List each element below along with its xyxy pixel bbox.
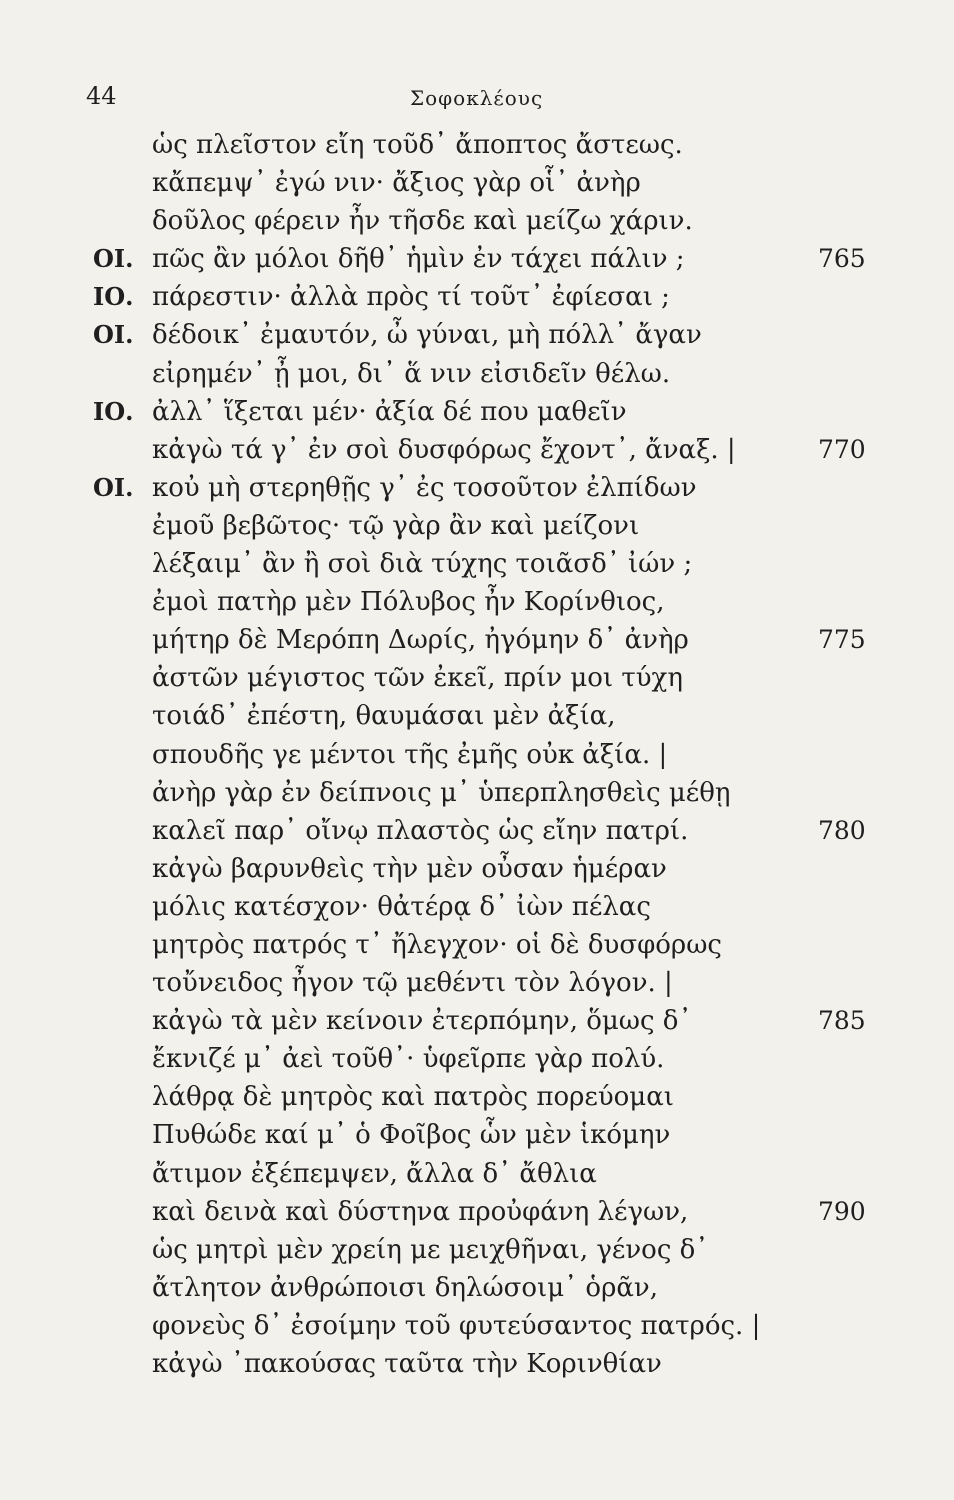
line-number: 790: [818, 1196, 866, 1226]
verse-text: λέξαιμ᾽ ἂν ἢ σοὶ διὰ τύχης τοιᾶσδ᾽ ἰών ;: [152, 549, 693, 580]
verse-text: ἀστῶν μέγιστος τῶν ἐκεῖ, πρίν μοι τύχη: [152, 663, 683, 694]
verse-line: [0, 431, 954, 469]
verse-text: ἔκνιζέ μ᾽ ἀεὶ τοῦθ᾽· ὑφεῖρπε γὰρ πολύ.: [152, 1044, 665, 1075]
verse-text: ἀλλ᾽ ἵξεται μέν· ἀξία δέ που μαθεῖν: [152, 396, 627, 427]
line-number: 785: [818, 1006, 866, 1036]
speaker-label: ΙΟ.: [93, 396, 134, 426]
verse-line: [0, 774, 954, 812]
verse-text: δοῦλος φέρειν ἦν τῆσδε καὶ μείζω χάριν.: [152, 206, 693, 237]
page-header: [0, 82, 954, 118]
verse-line: [0, 583, 954, 621]
verse-text: ἀνὴρ γὰρ ἐν δείπνοις μ᾽ ὑπερπλησθεὶς μέθῃ: [152, 777, 731, 808]
verse-text: δέδοικ᾽ ἐμαυτόν, ὦ γύναι, μὴ πόλλ᾽ ἄγαν: [152, 320, 702, 351]
verse-line: [0, 355, 954, 393]
verse-text: φονεὺς δ᾽ ἐσοίμην τοῦ φυτεύσαντος πατρός. |: [152, 1310, 761, 1341]
verse-line: [0, 1078, 954, 1116]
verse-line: [0, 278, 954, 316]
verse-line: [0, 1002, 954, 1040]
verse-line: [0, 164, 954, 202]
speaker-label: ΟΙ.: [93, 320, 134, 350]
speaker-label: ΙΟ.: [93, 282, 134, 312]
verse-text: λάθρᾳ δὲ μητρὸς καὶ πατρὸς πορεύομαι: [152, 1082, 674, 1113]
verse-block: [0, 126, 954, 1383]
verse-line: [0, 545, 954, 583]
running-title: Σοφοκλέους: [410, 86, 544, 110]
verse-line: [0, 697, 954, 735]
verse-line: [0, 621, 954, 659]
line-number: 765: [818, 244, 866, 274]
verse-text: καλεῖ παρ᾽ οἴνῳ πλαστὸς ὡς εἴην πατρί.: [152, 815, 689, 846]
verse-line: [0, 316, 954, 354]
verse-line: [0, 1345, 954, 1383]
verse-line: [0, 1231, 954, 1269]
line-number: 775: [818, 625, 866, 655]
verse-line: [0, 202, 954, 240]
verse-text: εἰρημέν᾽ ᾖ μοι, δι᾽ ἅ νιν εἰσιδεῖν θέλω.: [152, 358, 671, 389]
verse-text: κἀγὼ βαρυνθεὶς τὴν μὲν οὖσαν ἡμέραν: [152, 853, 667, 884]
verse-text: ἐμοὶ πατὴρ μὲν Πόλυβος ἦν Κορίνθιος,: [152, 587, 665, 618]
verse-text: καὶ δεινὰ καὶ δύστηνα προὐφάνη λέγων,: [152, 1196, 689, 1227]
verse-text: σπουδῆς γε μέντοι τῆς ἐμῆς οὐκ ἀξία. |: [152, 739, 668, 770]
verse-line: [0, 507, 954, 545]
verse-text: μόλις κατέσχον· θἀτέρᾳ δ᾽ ἰὼν πέλας: [152, 891, 651, 922]
verse-line: [0, 240, 954, 278]
verse-text: μητρὸς πατρός τ᾽ ἤλεγχον· οἱ δὲ δυσφόρως: [152, 929, 722, 960]
verse-text: πάρεστιν· ἀλλὰ πρὸς τί τοῦτ᾽ ἐφίεσαι ;: [152, 282, 670, 313]
verse-line: [0, 1307, 954, 1345]
line-number: 770: [818, 434, 866, 464]
verse-line: [0, 469, 954, 507]
verse-line: [0, 1116, 954, 1154]
verse-text: ἄτλητον ἀνθρώποισι δηλώσοιμ᾽ ὁρᾶν,: [152, 1272, 658, 1303]
verse-line: [0, 812, 954, 850]
verse-line: [0, 736, 954, 774]
verse-line: [0, 1155, 954, 1193]
verse-text: κοὐ μὴ στερηθῇς γ᾽ ἐς τοσοῦτον ἐλπίδων: [152, 472, 697, 503]
verse-text: ἄτιμον ἐξέπεμψεν, ἄλλα δ᾽ ἄθλια: [152, 1158, 597, 1189]
verse-line: [0, 1193, 954, 1231]
verse-text: ἐμοῦ βεβῶτος· τῷ γὰρ ἂν καὶ μείζονι: [152, 510, 640, 541]
verse-text: πῶς ἂν μόλοι δῆθ᾽ ἡμὶν ἐν τάχει πάλιν ;: [152, 244, 685, 275]
verse-line: [0, 926, 954, 964]
verse-text: τοιάδ᾽ ἐπέστη, θαυμάσαι μὲν ἀξία,: [152, 701, 616, 732]
speaker-label: ΟΙ.: [93, 244, 134, 274]
speaker-label: ΟΙ.: [93, 472, 134, 502]
verse-line: [0, 659, 954, 697]
verse-line: [0, 964, 954, 1002]
verse-text: ὡς πλεῖστον εἴη τοῦδ᾽ ἄποπτος ἄστεως.: [152, 130, 683, 160]
verse-text: ὡς μητρὶ μὲν χρείη με μειχθῆναι, γένος δ᾽: [152, 1234, 709, 1265]
verse-text: κἄπεμψ᾽ ἐγώ νιν· ἄξιος γὰρ οἷ᾽ ἀνὴρ: [152, 168, 641, 199]
verse-text: κἀγὼ τά γ᾽ ἐν σοὶ δυσφόρως ἔχοντ᾽, ἄναξ. |: [152, 434, 736, 465]
verse-text: κἀγὼ ᾽πακούσας ταῦτα τὴν Κορινθίαν: [152, 1349, 662, 1379]
page-number: 44: [86, 82, 117, 110]
verse-line: [0, 850, 954, 888]
verse-line: [0, 1040, 954, 1078]
verse-text: κἀγὼ τὰ μὲν κείνοιν ἐτερπόμην, ὅμως δ᾽: [152, 1006, 692, 1037]
verse-text: Πυθώδε καί μ᾽ ὁ Φοῖβος ὧν μὲν ἱκόμην: [152, 1120, 671, 1151]
verse-line: [0, 888, 954, 926]
verse-line: [0, 126, 954, 164]
verse-text: τοὔνειδος ἦγον τῷ μεθέντι τὸν λόγον. |: [152, 968, 673, 999]
verse-line: [0, 393, 954, 431]
line-number: 780: [818, 815, 866, 845]
verse-text: μήτηρ δὲ Μερόπη Δωρίς, ἠγόμην δ᾽ ἀνὴρ: [152, 625, 689, 656]
verse-line: [0, 1269, 954, 1307]
